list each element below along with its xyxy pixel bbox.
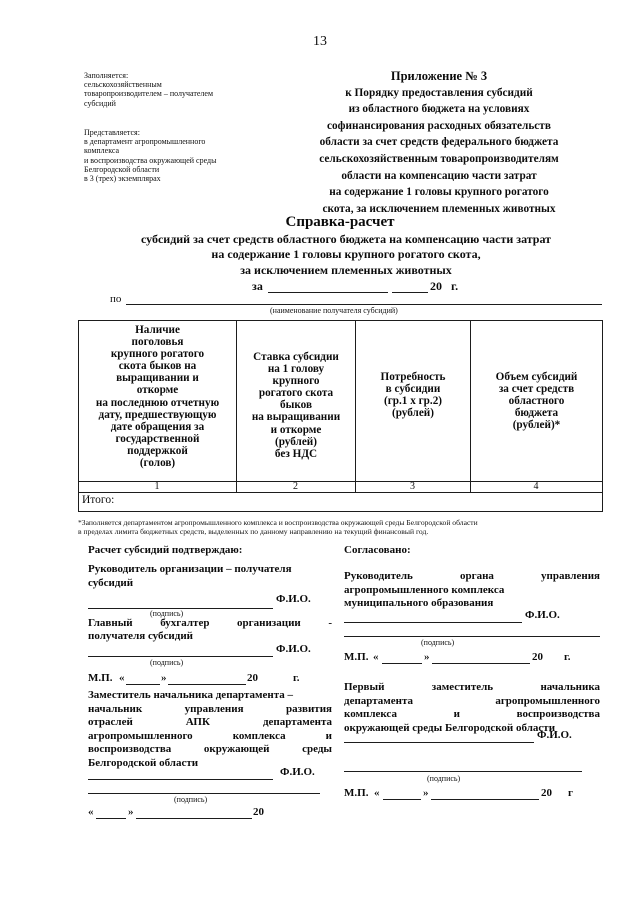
header-line: (гр.1 х гр.2) bbox=[383, 395, 443, 408]
sig-word: Первый bbox=[344, 681, 385, 693]
fio-label: Ф.И.О. bbox=[537, 729, 572, 741]
appendix-line: софинансирования расходных обязательств bbox=[327, 119, 551, 132]
sig-word: начальника bbox=[540, 681, 600, 693]
total-label: Итого: bbox=[82, 494, 115, 506]
table-border bbox=[78, 492, 603, 493]
column-number: 2 bbox=[293, 481, 298, 492]
table-header-cell bbox=[357, 371, 469, 419]
date-close-quote: » bbox=[423, 787, 429, 799]
sig-word: окружающей bbox=[203, 743, 270, 756]
signature-caption: (подпись) bbox=[174, 795, 208, 804]
table-border bbox=[78, 511, 603, 512]
header-line: Наличие bbox=[135, 324, 180, 336]
sig-word: организации bbox=[237, 617, 301, 629]
appendix-block bbox=[305, 68, 573, 217]
period-line bbox=[268, 292, 388, 293]
signature-line bbox=[88, 779, 273, 780]
sig-word: органа bbox=[459, 570, 494, 582]
header-line: (рублей) bbox=[275, 435, 317, 448]
signature-caption: (подпись) bbox=[427, 774, 461, 783]
date-day-line bbox=[96, 818, 126, 819]
footnote-line: *Заполняется департаментом агропромышленного комплекса и воспроизводства окружающей среды Белгородской области bbox=[78, 518, 478, 527]
header-line: Объем субсидий bbox=[495, 371, 578, 383]
date-open-quote: « bbox=[119, 672, 125, 684]
note-line: в 3 (трех) экземплярах bbox=[84, 174, 161, 184]
table-border bbox=[78, 320, 603, 321]
column-number: 3 bbox=[410, 481, 415, 492]
appendix-line: Приложение № 3 bbox=[390, 69, 488, 83]
sig-word: агропромышленного bbox=[88, 729, 193, 742]
sig-word: среды bbox=[302, 743, 332, 756]
footnote bbox=[78, 518, 478, 536]
appendix-line: из областного бюджета на условиях bbox=[348, 103, 530, 116]
header-line: Потребность bbox=[380, 371, 446, 383]
header-line: дате обращения за bbox=[110, 420, 205, 433]
appendix-line: сельскохозяйственным товаропроизводителям bbox=[319, 152, 559, 165]
table-header-cell bbox=[238, 351, 354, 460]
table-header-cell bbox=[472, 371, 601, 431]
header-line: быков bbox=[280, 399, 312, 412]
date-year-suffix: г. bbox=[564, 651, 571, 663]
sig-line bbox=[344, 695, 600, 709]
note-line: в департамент агропромышленного bbox=[84, 137, 206, 147]
sig-line: субсидий bbox=[88, 576, 134, 589]
header-line: (голов) bbox=[139, 457, 176, 470]
signature-line bbox=[344, 771, 582, 772]
mp-label: М.П. bbox=[88, 672, 113, 684]
note-line: Белгородской области bbox=[84, 164, 160, 174]
header-line: поголовья bbox=[131, 336, 184, 349]
header-line: за счет средств bbox=[498, 383, 575, 396]
mp-label: М.П. bbox=[344, 651, 369, 663]
header-line: государственной bbox=[115, 432, 200, 445]
subtitle-line: за исключением племенных животных bbox=[240, 262, 452, 277]
table-border bbox=[470, 320, 471, 492]
appendix-line: на содержание 1 головы крупного рогатого bbox=[329, 186, 549, 199]
note-line: товаропроизводителем – получателем bbox=[84, 89, 214, 99]
sig-word: комплекса bbox=[344, 708, 397, 721]
sig-word: и bbox=[325, 729, 332, 742]
date-close-quote: » bbox=[424, 651, 430, 663]
date-day-line bbox=[126, 684, 160, 685]
sig-word: управления bbox=[184, 702, 244, 715]
header-line: и откорме bbox=[270, 423, 322, 436]
table-border bbox=[602, 320, 603, 511]
date-day-line bbox=[382, 663, 422, 664]
note-line: и воспроизводства окружающей среды bbox=[84, 155, 217, 165]
date-month-line bbox=[136, 818, 252, 819]
date-open-quote: « bbox=[88, 806, 94, 818]
note-line: Представляется: bbox=[84, 128, 140, 137]
appendix-line: к Порядку предоставления субсидий bbox=[345, 86, 533, 99]
table-border bbox=[236, 320, 237, 492]
subtitle-line: субсидий за счет средств областного бюджета на компенсацию части затрат bbox=[140, 232, 552, 246]
date-year-suffix: г. bbox=[293, 672, 300, 684]
header-line: крупного bbox=[272, 375, 320, 388]
header-line: крупного рогатого bbox=[110, 348, 205, 361]
fio-label: Ф.И.О. bbox=[276, 593, 311, 605]
header-line: (рублей)* bbox=[512, 419, 561, 432]
head-mun-label bbox=[344, 570, 600, 611]
chief-accountant-label bbox=[88, 617, 332, 631]
date-year: 20 bbox=[253, 806, 264, 818]
header-line: на выращивании bbox=[251, 411, 341, 424]
signature-caption: (подпись) bbox=[150, 609, 184, 618]
document-title: Справка-расчет bbox=[285, 214, 395, 230]
signature-line bbox=[344, 742, 534, 743]
chief-accountant-label-2: получателя субсидий bbox=[88, 630, 193, 642]
header-line: на 1 голову bbox=[267, 363, 325, 376]
sig-word: развития bbox=[285, 702, 332, 715]
sig-line: Руководитель организации – получателя bbox=[88, 563, 292, 575]
recipient-line bbox=[126, 304, 602, 305]
date-year: 20 bbox=[541, 787, 552, 799]
sig-word: воспроизводства bbox=[88, 743, 172, 756]
fio-label: Ф.И.О. bbox=[276, 643, 311, 655]
sig-line bbox=[88, 703, 332, 717]
footnote-line: в пределах лимита бюджетных средств, выделенных по данному направлению на текущий финансовый год. bbox=[78, 527, 429, 537]
appendix-line: скота, за исключением племенных животных bbox=[322, 202, 556, 215]
date-month-line bbox=[431, 799, 539, 800]
header-line: рогатого скота bbox=[258, 387, 334, 400]
header-line: (рублей) bbox=[392, 407, 434, 420]
sig-word: и bbox=[453, 708, 460, 721]
sig-word: начальник bbox=[88, 702, 143, 715]
date-close-quote: » bbox=[161, 672, 167, 684]
date-year: 20 bbox=[532, 651, 543, 663]
date-open-quote: « bbox=[374, 787, 380, 799]
sig-line: Белгородской области bbox=[88, 756, 199, 769]
header-line: на последнюю отчетную bbox=[95, 396, 220, 409]
period-line bbox=[392, 292, 428, 293]
sig-word: управления bbox=[541, 570, 600, 582]
first-deputy-label bbox=[344, 681, 600, 735]
sig-line bbox=[88, 716, 332, 730]
sig-word: отраслей bbox=[88, 716, 133, 729]
filled-by-note bbox=[84, 71, 213, 108]
sig-line bbox=[344, 708, 600, 722]
header-line: откорме bbox=[136, 384, 179, 397]
sig-word: - bbox=[328, 617, 332, 629]
date-year-suffix: г bbox=[568, 787, 573, 799]
signature-caption: (подпись) bbox=[421, 638, 455, 647]
note-line: Заполняется: bbox=[84, 71, 129, 80]
column-number: 1 bbox=[154, 481, 160, 492]
note-line: субсидий bbox=[84, 98, 116, 108]
header-line: областного bbox=[508, 395, 565, 408]
sig-word: воспроизводства bbox=[516, 708, 600, 721]
table-border bbox=[355, 320, 356, 492]
header-line: поддержкой bbox=[127, 444, 188, 457]
date-month-line bbox=[432, 663, 530, 664]
header-line: выращивании и bbox=[116, 372, 199, 385]
header-line: Ставка субсидии bbox=[253, 351, 339, 363]
sig-word: АПК bbox=[185, 716, 210, 729]
sig-line: окружающей среды Белгородской области bbox=[344, 721, 556, 734]
sig-line bbox=[88, 730, 332, 744]
appendix-line: области за счет средств федерального бюджета bbox=[319, 136, 559, 149]
signature-caption: (подпись) bbox=[150, 658, 184, 667]
submitted-to-note bbox=[84, 128, 216, 183]
page-number: 13 bbox=[313, 34, 327, 49]
date-year: 20 bbox=[247, 672, 258, 684]
sig-word: бухгалтер bbox=[160, 617, 210, 629]
note-line: сельскохозяйственным bbox=[84, 80, 162, 90]
date-day-line bbox=[383, 799, 421, 800]
sig-line bbox=[344, 570, 600, 584]
fio-label: Ф.И.О. bbox=[280, 766, 315, 778]
sig-word: департамента bbox=[262, 716, 332, 729]
subtitle-line: на содержание 1 головы крупного рогатого скота, bbox=[211, 247, 481, 262]
recipient-caption: (наименование получателя субсидий) bbox=[270, 306, 398, 315]
recipient-po-label: по bbox=[110, 293, 122, 305]
sig-word: заместитель bbox=[431, 681, 494, 693]
signature-line bbox=[344, 622, 522, 623]
header-line: в субсидии bbox=[385, 383, 441, 396]
fio-label: Ф.И.О. bbox=[525, 609, 560, 621]
sig-word: комплекса bbox=[232, 729, 286, 742]
sig-word: департамента bbox=[344, 694, 414, 707]
header-line: скота быков на bbox=[118, 360, 197, 373]
period-za-label: за bbox=[252, 279, 263, 293]
sig-word: Главный bbox=[88, 617, 133, 629]
header-line: без НДС bbox=[274, 447, 318, 460]
signature-line bbox=[88, 793, 320, 794]
date-open-quote: « bbox=[373, 651, 379, 663]
agreed-label: Согласовано: bbox=[344, 544, 411, 556]
table-header-cell bbox=[80, 324, 235, 469]
head-org-label bbox=[88, 563, 332, 590]
sig-line: Заместитель начальника департамента – bbox=[88, 689, 294, 701]
signature-line bbox=[344, 636, 600, 637]
sig-line: муниципального образования bbox=[344, 597, 494, 610]
document-subtitle bbox=[105, 232, 587, 278]
period-year: 20 г. bbox=[430, 279, 459, 293]
mp-label: М.П. bbox=[344, 787, 369, 799]
column-number: 4 bbox=[533, 481, 539, 492]
sig-word: агропромышленного bbox=[495, 694, 600, 707]
confirm-label: Расчет субсидий подтверждаю: bbox=[88, 544, 243, 556]
sig-line bbox=[88, 743, 332, 757]
header-line: дату, предшествующую bbox=[98, 408, 217, 421]
sig-line: агропромышленного комплекса bbox=[344, 583, 505, 596]
date-month-line bbox=[168, 684, 246, 685]
note-line: комплекса bbox=[84, 146, 120, 156]
sig-word: Руководитель bbox=[344, 570, 413, 582]
appendix-line: области на компенсацию части затрат bbox=[341, 169, 537, 182]
header-line: бюджета bbox=[514, 407, 559, 420]
signature-line bbox=[88, 656, 273, 657]
date-close-quote: » bbox=[128, 806, 134, 818]
deputy-label bbox=[88, 689, 332, 771]
sig-line bbox=[344, 681, 600, 695]
